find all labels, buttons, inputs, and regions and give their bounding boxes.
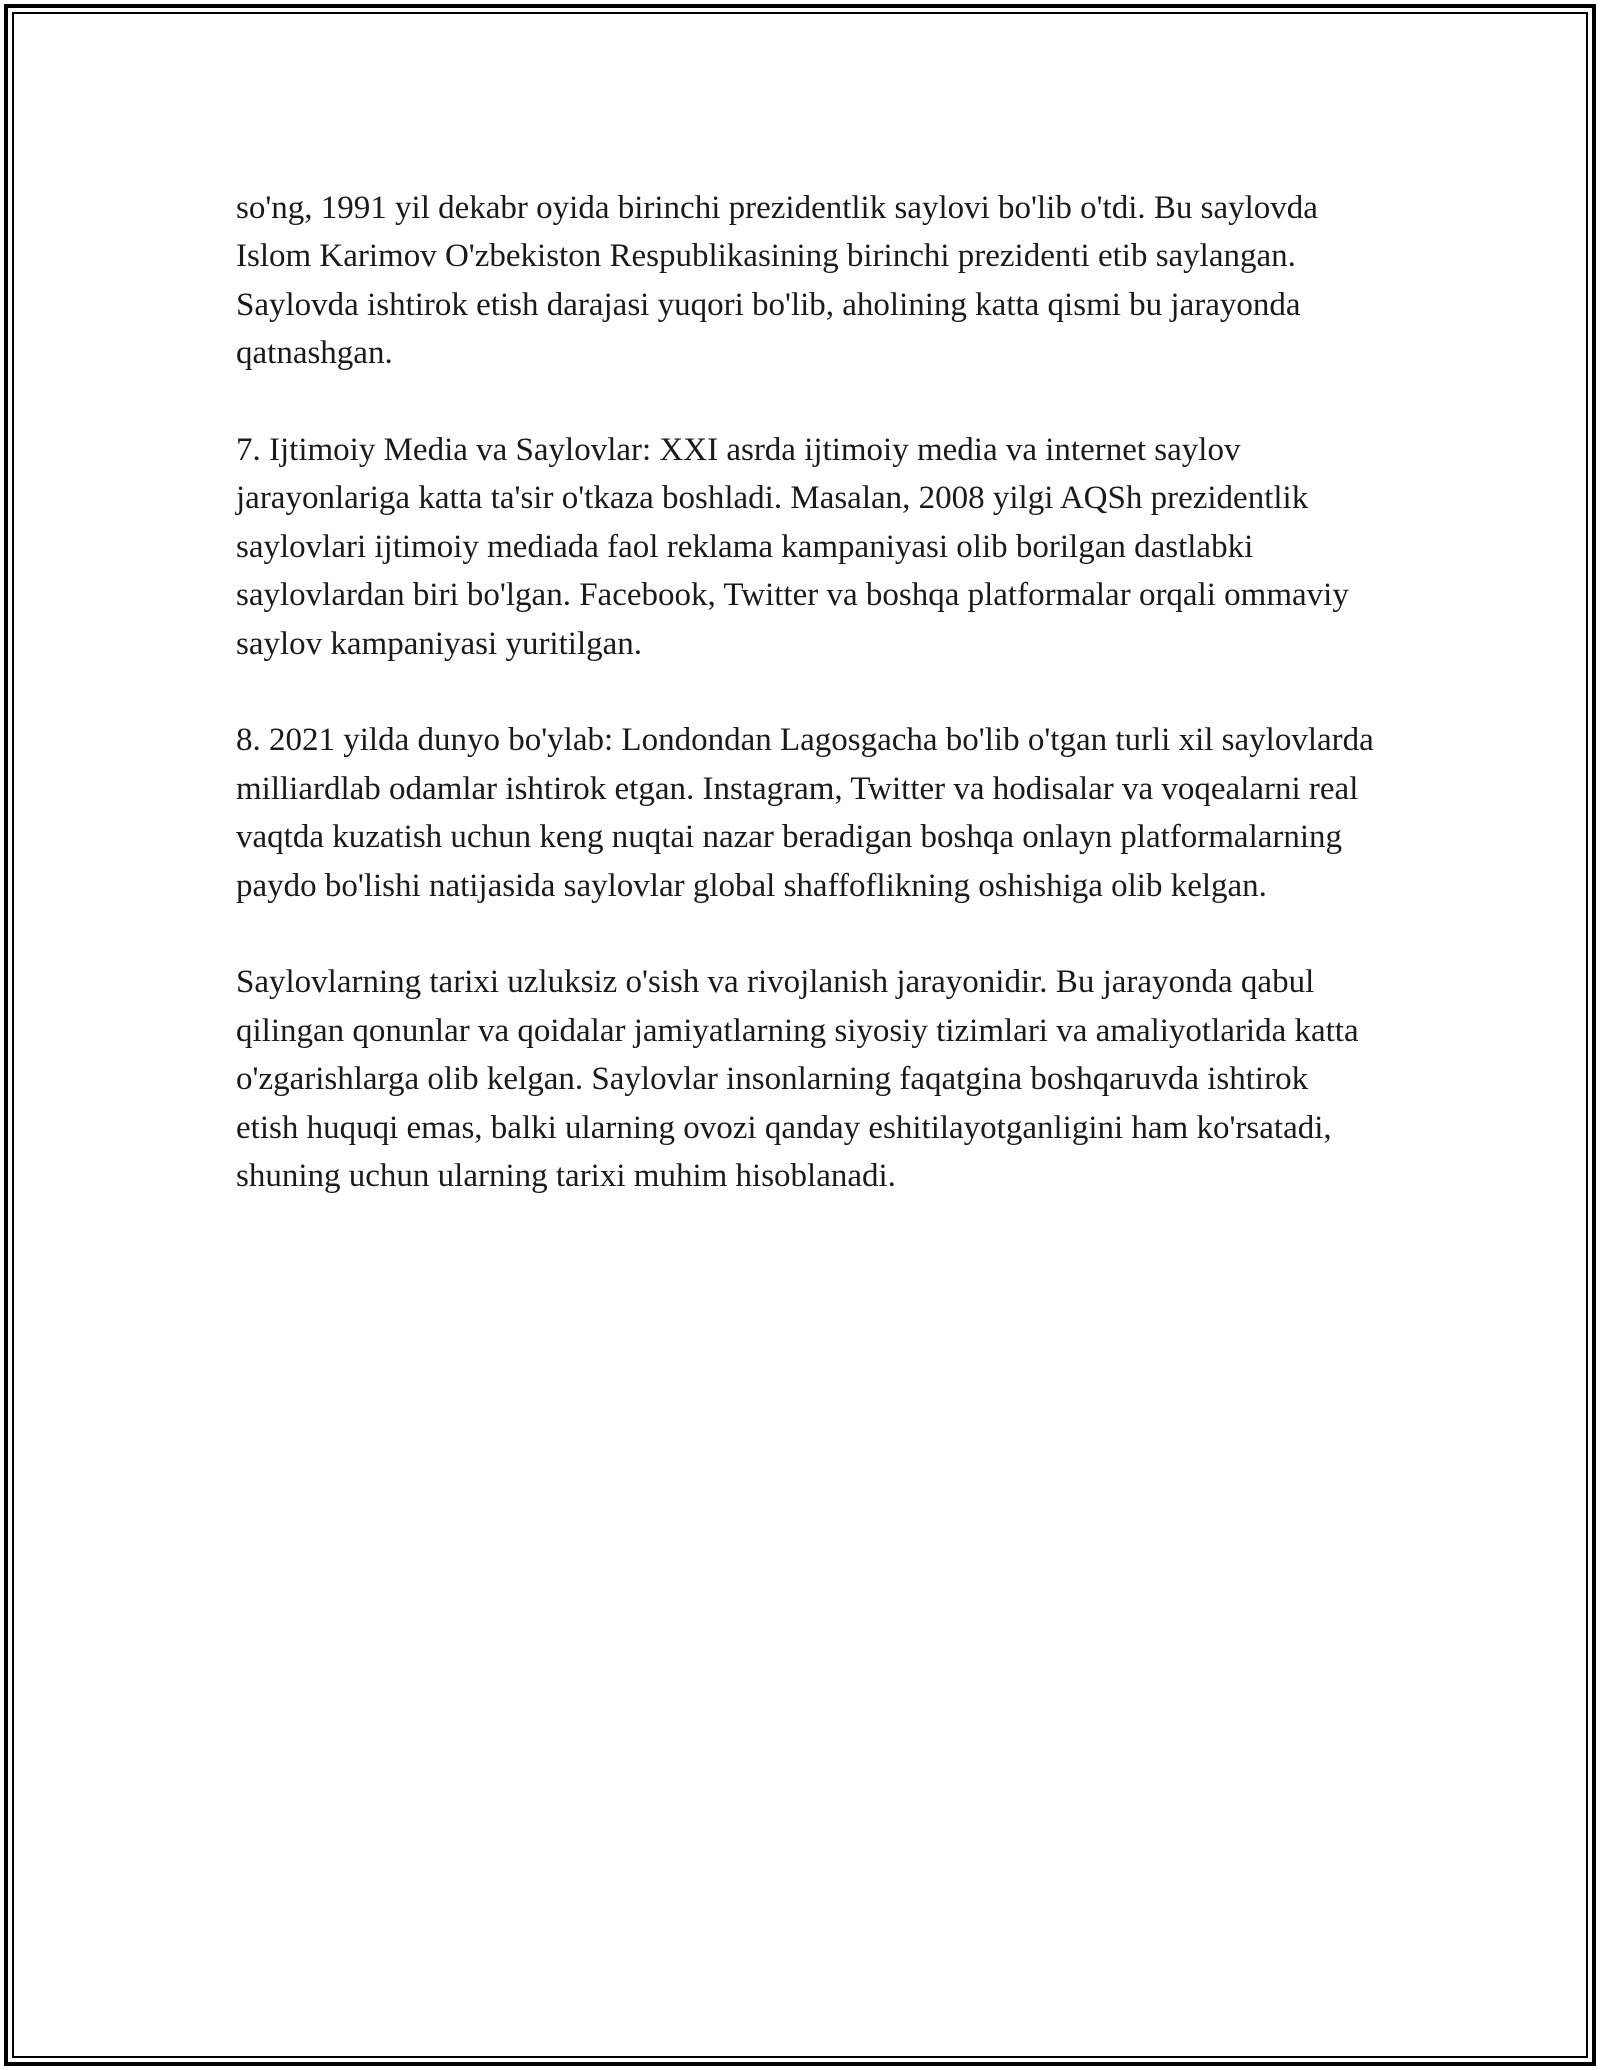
paragraph-social-media: 7. Ijtimoiy Media va Saylovlar: XXI asrda ijtimoiy media va internet saylov jarayonlariga katta ta'sir o'tkaza boshladi. Masalan, 2008 yilgi AQSh prezidentlik saylovlari ijtimoiy mediada faol reklama kampaniyasi olib borilgan dastlabki saylovlardan biri bo'lgan. Facebook, Twitter va boshqa platformalar orqali ommaviy saylov kampaniyasi yuritilgan.: [236, 432, 1349, 662]
document-body: [236, 184, 1376, 1249]
paragraph-conclusion: Saylovlarning tarixi uzluksiz o'sish va rivojlanish jarayonidir. Bu jarayonda qabul qilingan qonunlar va qoidalar jamiyatlarning siyosiy tizimlari va amaliyotlarida katta o'zgarishlarga olib kelgan. Saylovlar insonlarning faqatgina boshqaruvda ishtirok etish huquqi emas, balki ularning ovozi qanday eshitilayotganligini ham ko'rsatadi, shuning uchun ularning tarixi muhim hisoblanadi.: [236, 964, 1359, 1195]
paragraph-2021-elections: 8. 2021 yilda dunyo bo'ylab: Londondan Lagosgacha bo'lib o'tgan turli xil saylovlarda milliardlab odamlar ishtirok etgan. Instagram, Twitter va hodisalar va voqealarni real vaqtda kuzatish uchun keng nuqtai nazar beradigan boshqa onlayn platformalarning paydo bo'lishi natijasida saylovlar global shaffoflikning oshishiga olib kelgan.: [236, 722, 1374, 904]
paragraph-election-1991: so'ng, 1991 yil dekabr oyida birinchi prezidentlik saylovi bo'lib o'tdi. Bu saylovda Islom Karimov O'zbekiston Respublikasining birinchi prezidenti etib saylangan. Saylovda ishtirok etish darajasi yuqori bo'lib, aholining katta qismi bu jarayonda qatnashgan.: [236, 190, 1318, 372]
